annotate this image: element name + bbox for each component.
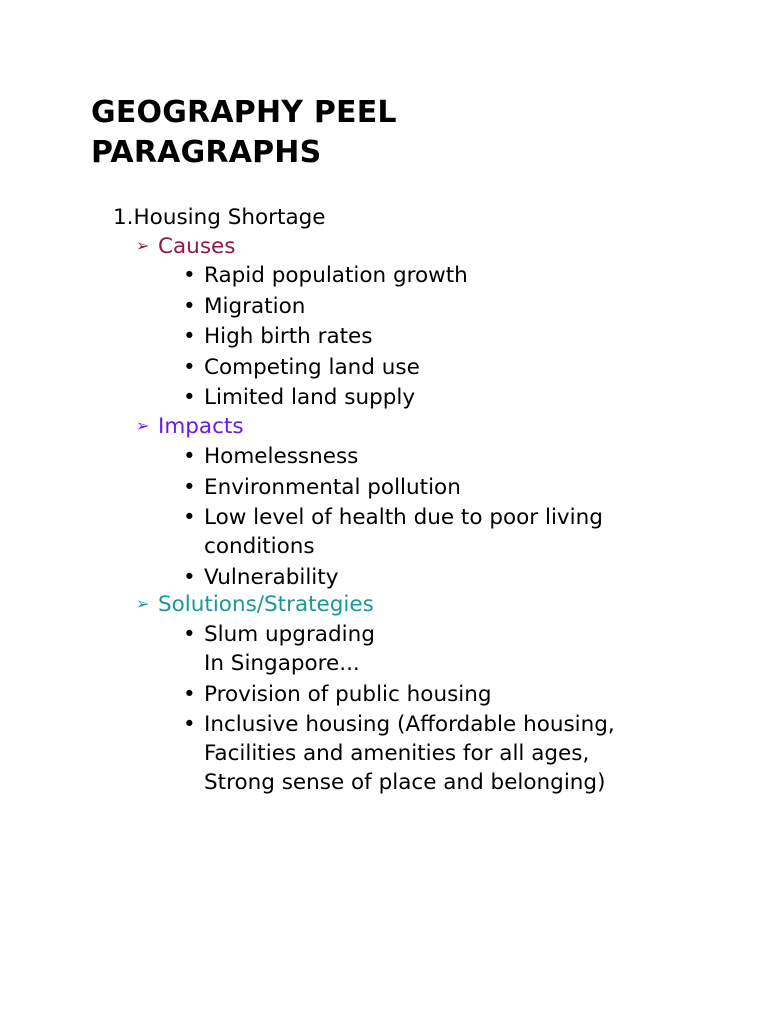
- section-heading-causes: [136, 231, 235, 261]
- arrow-bullet-icon: ➢: [136, 416, 150, 435]
- list-item: • Migration: [183, 293, 306, 319]
- causes-list: [182, 261, 644, 412]
- bullet-icon: •: [183, 712, 196, 737]
- impacts-list: [182, 442, 644, 592]
- bullet-icon: •: [183, 293, 196, 319]
- bullet-icon: •: [183, 474, 196, 500]
- bullet-icon: •: [183, 354, 196, 380]
- list-item: • Rapid population growth: [183, 263, 468, 288]
- bullet-icon: •: [183, 444, 196, 469]
- list-item: • Limited land supply: [183, 385, 416, 410]
- section-heading-solutions: [136, 589, 374, 619]
- title-line-2: PARAGRAPHS: [91, 135, 322, 170]
- list-item: • Low level of health due to poor living conditions: [183, 505, 603, 559]
- list-item: • Vulnerability: [183, 564, 339, 590]
- bullet-icon: •: [183, 263, 196, 288]
- list-item: • Inclusive housing (Affordable housing, Facilities and amenities for all ages, Strong sense of place and belonging): [183, 712, 615, 795]
- section-label: Impacts: [158, 414, 244, 439]
- bullet-icon: •: [183, 622, 196, 647]
- page-title: [91, 93, 691, 173]
- bullet-icon: •: [183, 324, 196, 349]
- bullet-icon: •: [183, 385, 196, 410]
- section-label: Causes: [158, 234, 236, 259]
- list-item: • Slum upgrading In Singapore...: [183, 622, 375, 676]
- list-item: • Competing land use: [183, 354, 420, 380]
- solutions-list: [182, 620, 644, 797]
- section-label: Solutions/Strategies: [158, 592, 374, 617]
- list-item: • Environmental pollution: [183, 474, 461, 500]
- bullet-icon: •: [183, 681, 196, 707]
- list-item: • High birth rates: [183, 324, 373, 349]
- section-heading-impacts: [136, 411, 244, 441]
- arrow-bullet-icon: ➢: [136, 594, 150, 613]
- title-line-1: GEOGRAPHY PEEL: [91, 95, 397, 130]
- list-item: • Homelessness: [183, 444, 359, 469]
- bullet-icon: •: [183, 505, 196, 530]
- topic-heading: 1.Housing Shortage: [113, 205, 326, 230]
- list-item: • Provision of public housing: [183, 681, 492, 707]
- arrow-bullet-icon: ➢: [136, 236, 150, 255]
- bullet-icon: •: [183, 564, 196, 590]
